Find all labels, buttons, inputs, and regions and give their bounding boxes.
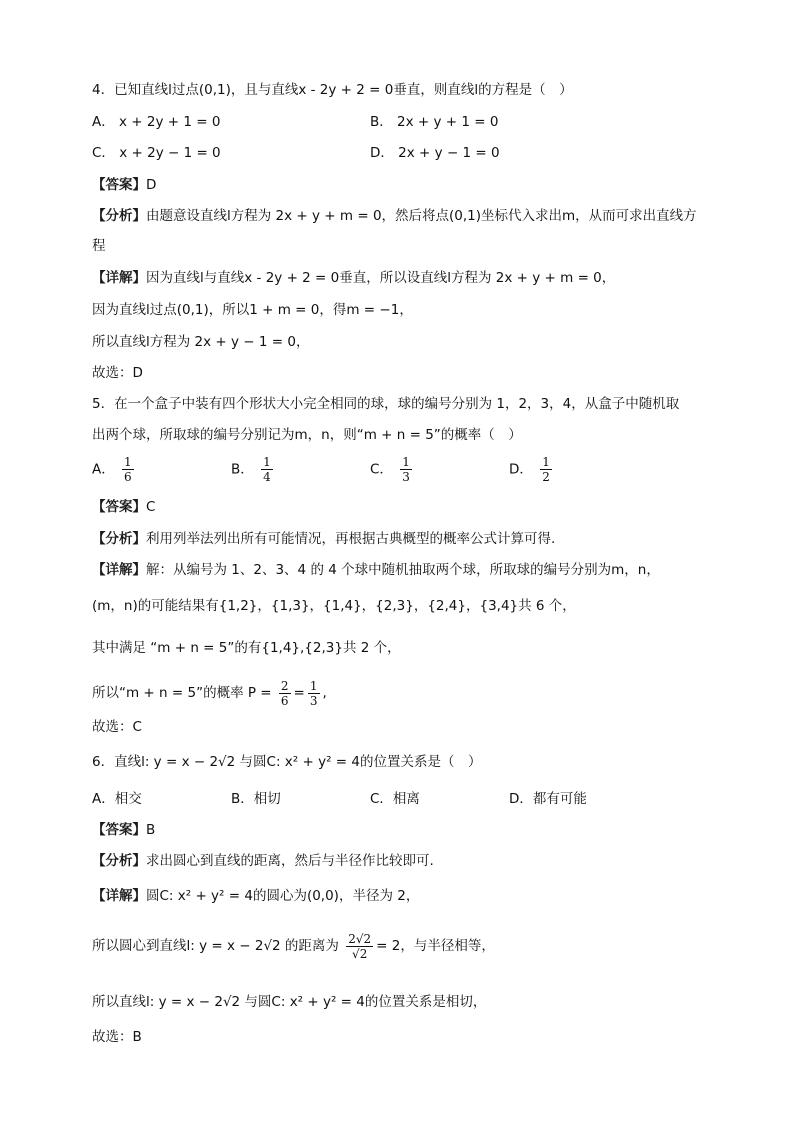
q6-option-d: D．都有可能 [509,791,587,807]
q6-answer: 【答案】B [92,822,156,838]
fraction: $\frac{1}{6}$ [124,455,132,484]
fraction: $\frac{2}{6}$ [280,678,289,708]
q4-detail: 【详解】因为直线l与直线x - 2y + 2 = 0垂直，所以设直线l方程为 2x + y + m = 0， [92,270,616,286]
q4-answer: 【答案】D [92,177,157,193]
q6-detail-2: 所以圆心到直线l: y = x − 2√2 的距离为 $\frac{2√2}{√2}$ = 2，与半径相等， [92,931,495,961]
q4-option-a: A． x + 2y + 1 = 0 [92,114,221,130]
q6-option-b: B．相切 [231,791,281,807]
q5-detail-3: 其中满足 “m + n = 5”的有{1,4},{2,3}共 2 个， [92,640,401,656]
q4-option-c: C． x + 2y − 1 = 0 [92,145,221,161]
fraction: $\frac{2√2}{√2}$ [348,931,372,961]
q6-analysis: 【分析】求出圆心到直线的距离，然后与半径作比较即可. [92,853,434,869]
q6-detail: 【详解】圆C: x² + y² = 4的圆心为(0,0)，半径为 2， [92,888,420,904]
fraction: $\frac{1}{3}$ [402,455,410,484]
q4-detail-2: 因为直线l过点(0,1)，所以1 + m = 0，得m = −1， [92,302,413,318]
q4-stem: 4．已知直线l过点(0,1)，且与直线x - 2y + 2 = 0垂直，则直线l的方程是（ ） [92,82,573,98]
q5-detail: 【详解】解：从编号为 1、2、3、4 的 4 个球中随机抽取两个球，所取球的编号分别为m，n， [92,562,660,578]
q6-option-c: C．相离 [370,791,420,807]
q4-choice: 故选：D [92,365,143,381]
q4-analysis-cont: 程 [92,238,106,254]
q5-option-a: A． $\frac{1}{6}$ [92,455,132,484]
q4-option-b: B． 2x + y + 1 = 0 [370,114,499,130]
q5-detail-2: (m，n)的可能结果有{1,2}，{1,3}，{1,4}，{2,3}，{2,4}，{3,4}共 6 个， [92,598,576,614]
q6-stem: 6．直线l: y = x − 2√2 与圆C: x² + y² = 4的位置关系是（ ） [92,754,482,770]
q5-option-b: B． $\frac{1}{4}$ [231,455,271,484]
q6-choice: 故选：B [92,1029,142,1045]
q5-stem-cont: 出两个球，所取球的编号分别记为m，n，则“m + n = 5”的概率（ ） [92,427,522,443]
q4-detail-3: 所以直线l方程为 2x + y − 1 = 0， [92,334,310,350]
q5-stem: 5．在一个盒子中装有四个形状大小完全相同的球，球的编号分别为 1，2，3，4，从盒子中随机取 [92,396,680,412]
q5-analysis: 【分析】利用列举法列出所有可能情况，再根据古典概型的概率公式计算可得. [92,531,556,547]
q5-option-c: C． $\frac{1}{3}$ [370,455,410,484]
q4-option-d: D． 2x + y − 1 = 0 [370,145,500,161]
q4-analysis: 【分析】由题意设直线l方程为 2x + y + m = 0，然后将点(0,1)坐标代入求出m，从而可求出直线方 [92,208,697,224]
fraction: $\frac{1}{3}$ [309,678,318,708]
q5-answer: 【答案】C [92,499,156,515]
q5-detail-4: 所以“m + n = 5”的概率 P = $\frac{2}{6}$ = $\frac{1}{3}$ , [92,678,327,708]
q5-option-d: D． $\frac{1}{2}$ [509,455,550,484]
fraction: $\frac{1}{2}$ [542,455,550,484]
fraction: $\frac{1}{4}$ [263,455,271,484]
q6-option-a: A．相交 [92,791,142,807]
q5-choice: 故选：C [92,719,142,735]
q6-detail-3: 所以直线l: y = x − 2√2 与圆C: x² + y² = 4的位置关系是相切， [92,994,487,1010]
